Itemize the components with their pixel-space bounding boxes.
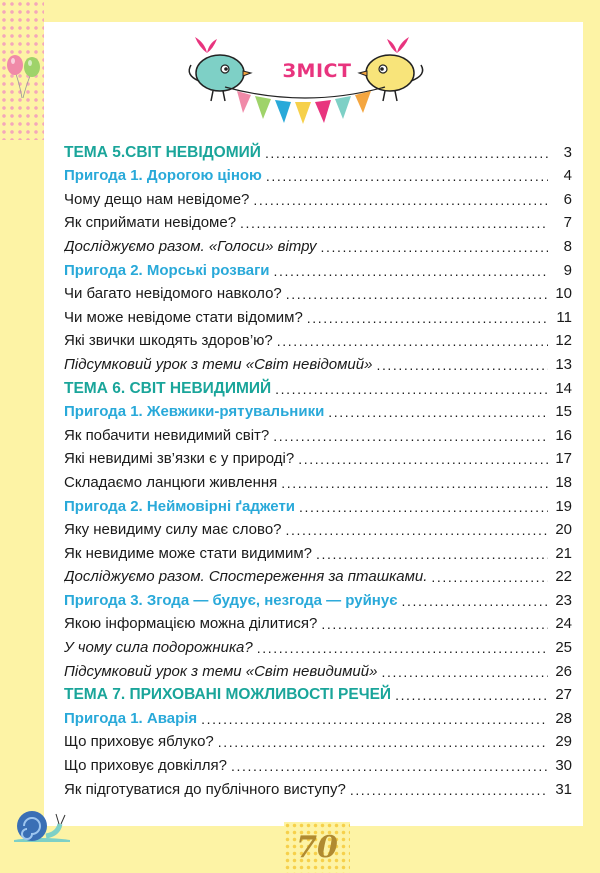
toc-entry-label: Чому дещо нам невідоме?: [64, 190, 253, 209]
toc-entry-label: Підсумковий урок з теми «Світ невидимий»: [64, 662, 381, 681]
toc-entry-page: 15: [555, 403, 572, 421]
toc-entry-page: 6: [563, 190, 572, 208]
toc-dot-leader: [307, 310, 548, 327]
toc-entry-page: 24: [555, 615, 572, 633]
right-decor-band: [583, 0, 600, 873]
toc-entry-page: 23: [555, 591, 572, 609]
toc-entry-lesson: [64, 751, 572, 775]
toc-dot-leader: [320, 239, 548, 256]
toc-entry-lesson: [64, 421, 572, 445]
toc-entry-page: 25: [555, 639, 572, 657]
bunting-icon: [225, 87, 385, 124]
toc-entry-italic: [64, 563, 572, 587]
toc-entry-page: 31: [555, 780, 572, 798]
toc-entry-label: У чому сила подорожника?: [64, 638, 257, 657]
toc-entry-page: 9: [563, 261, 572, 279]
toc-entry-label: ТЕМА 7. ПРИХОВАНІ МОЖЛИВОСТІ РЕЧЕЙ: [64, 685, 395, 704]
toc-entry-adventure: [64, 162, 572, 186]
toc-entry-label: Що приховує яблуко?: [64, 732, 218, 751]
toc-dot-leader: [395, 687, 548, 704]
toc-entry-lesson: [64, 327, 572, 351]
toc-dot-leader: [218, 734, 548, 751]
toc-entry-page: 28: [555, 709, 572, 727]
toc-dot-leader: [253, 192, 548, 209]
toc-entry-label: Як підготуватися до публічного виступу?: [64, 780, 350, 799]
toc-entry-label: Які невидимі зв’язки є у природі?: [64, 449, 298, 468]
toc-dot-leader: [376, 357, 548, 374]
toc-entry-page: 16: [555, 426, 572, 444]
toc-entry-page: 21: [555, 544, 572, 562]
snail-icon: [12, 806, 72, 844]
toc-entry-label: ТЕМА 5.СВІТ НЕВІДОМИЙ: [64, 143, 265, 162]
top-decor-band: [0, 0, 600, 22]
toc-dot-leader: [273, 428, 548, 445]
toc-entry-lesson: [64, 539, 572, 563]
toc-entry-label: Пригода 1. Дорогою ціною: [64, 166, 266, 185]
toc-entry-page: 17: [555, 450, 572, 468]
toc-entry-lesson: [64, 516, 572, 540]
toc-entry-italic: [64, 350, 572, 374]
toc-dot-leader: [274, 263, 548, 280]
toc-dot-leader: [257, 640, 548, 657]
toc-entry-lesson: [64, 303, 572, 327]
toc-entry-label: Які звички шкодять здоров’ю?: [64, 331, 277, 350]
toc-entry-label: Чи багато невідомого навколо?: [64, 284, 286, 303]
toc-entry-adventure: [64, 398, 572, 422]
toc-entry-lesson: [64, 775, 572, 799]
toc-entry-theme: [64, 374, 572, 398]
toc-entry-page: 12: [555, 332, 572, 350]
page-number: 70: [296, 830, 338, 865]
toc-entry-label: Пригода 2. Морські розваги: [64, 261, 274, 280]
toc-entry-page: 11: [556, 308, 572, 326]
toc-entry-theme: [64, 138, 572, 162]
balloons-icon: [4, 52, 44, 100]
toc-entry-lesson: [64, 610, 572, 634]
toc-entry-lesson: [64, 468, 572, 492]
toc-entry-label: ТЕМА 6. СВІТ НЕВИДИМИЙ: [64, 379, 275, 398]
toc-entry-label: Досліджуємо разом. Спостереження за пташками.: [64, 567, 431, 586]
toc-entry-page: 7: [563, 214, 572, 232]
toc-entry-label: Пригода 1. Жевжики-рятувальники: [64, 402, 328, 421]
toc-dot-leader: [381, 664, 548, 681]
toc-entry-label: Яку невидиму силу має слово?: [64, 520, 286, 539]
toc-entry-label: Підсумковий урок з теми «Світ невідомий»: [64, 355, 376, 374]
toc-dot-leader: [231, 758, 548, 775]
toc-dot-leader: [277, 333, 548, 350]
toc-dot-leader: [328, 404, 548, 421]
toc-entry-italic: [64, 633, 572, 657]
toc-dot-leader: [298, 451, 548, 468]
toc-entry-label: Складаємо ланцюги живлення: [64, 473, 281, 492]
toc-dot-leader: [299, 499, 548, 516]
toc-dot-leader: [281, 475, 548, 492]
toc-entry-page: 30: [555, 757, 572, 775]
toc-dot-leader: [275, 381, 548, 398]
toc-entry-page: 29: [555, 733, 572, 751]
toc-entry-adventure: [64, 586, 572, 610]
toc-dot-leader: [286, 286, 548, 303]
toc-entry-lesson: [64, 445, 572, 469]
toc-dot-leader: [321, 616, 548, 633]
toc-entry-label: Пригода 1. Аварія: [64, 709, 201, 728]
toc-dot-leader: [265, 145, 548, 162]
toc-entry-label: Як невидиме може стати видимим?: [64, 544, 316, 563]
toc-entry-lesson: [64, 185, 572, 209]
toc-entry-page: 4: [563, 167, 572, 185]
table-of-contents: [64, 138, 572, 799]
toc-entry-page: 27: [555, 686, 572, 704]
toc-entry-page: 18: [555, 473, 572, 491]
toc-entry-adventure: [64, 704, 572, 728]
toc-dot-leader: [402, 593, 549, 610]
toc-entry-page: 8: [563, 237, 572, 255]
page-title: ЗМІСТ: [282, 60, 352, 82]
toc-entry-page: 20: [555, 521, 572, 539]
toc-entry-page: 13: [555, 355, 572, 373]
toc-entry-label: Досліджуємо разом. «Голоси» вітру: [64, 237, 320, 256]
toc-dot-leader: [286, 522, 548, 539]
toc-entry-label: Як сприймати невідоме?: [64, 213, 240, 232]
toc-entry-label: Пригода 2. Неймовірні ґаджети: [64, 497, 299, 516]
toc-entry-label: Чи може невідоме стати відомим?: [64, 308, 307, 327]
toc-entry-page: 19: [555, 497, 572, 515]
toc-dot-leader: [266, 168, 548, 185]
toc-dot-leader: [316, 546, 548, 563]
toc-dot-leader: [431, 569, 548, 586]
toc-entry-page: 26: [555, 662, 572, 680]
toc-dot-leader: [201, 711, 548, 728]
toc-entry-italic: [64, 657, 572, 681]
toc-entry-label: Як побачити невидимий світ?: [64, 426, 273, 445]
toc-dot-leader: [240, 215, 548, 232]
toc-dot-leader: [350, 782, 548, 799]
toc-entry-lesson: [64, 209, 572, 233]
toc-entry-label: Що приховує довкілля?: [64, 756, 231, 775]
toc-entry-lesson: [64, 728, 572, 752]
toc-entry-page: 10: [555, 285, 572, 303]
toc-entry-lesson: [64, 280, 572, 304]
toc-entry-theme: [64, 681, 572, 705]
toc-entry-adventure: [64, 492, 572, 516]
toc-entry-page: 22: [555, 568, 572, 586]
toc-entry-label: Пригода 3. Згода — будує, незгода — руйнує: [64, 591, 402, 610]
toc-entry-page: 3: [563, 143, 572, 161]
toc-entry-label: Якою інформацією можна ділитися?: [64, 614, 321, 633]
toc-entry-page: 14: [555, 379, 572, 397]
toc-entry-adventure: [64, 256, 572, 280]
toc-entry-italic: [64, 232, 572, 256]
